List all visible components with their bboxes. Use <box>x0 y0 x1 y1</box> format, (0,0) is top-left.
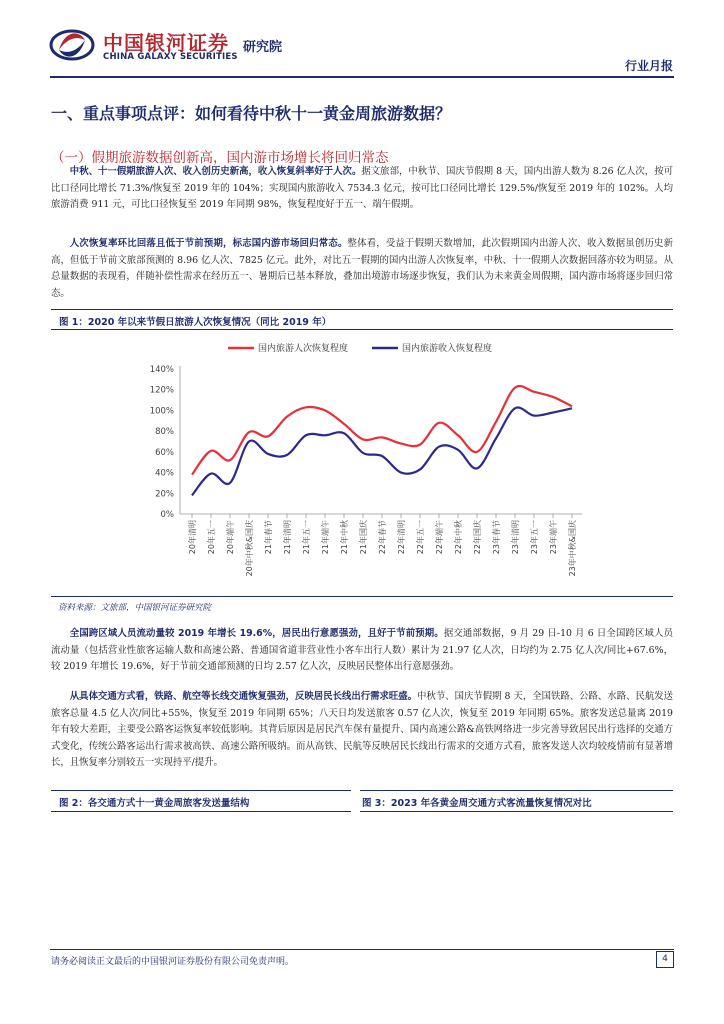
x-tick-label: 22年春节 <box>378 520 387 555</box>
x-tick-label: 20年五一 <box>207 520 216 555</box>
figure-1-title-rule <box>51 329 673 330</box>
figure-1-top-rule <box>51 309 673 310</box>
subsection-heading: （一）假期旅游数据创新高，国内游市场增长将回归常态 <box>51 150 389 166</box>
series-line-revenue <box>192 408 572 496</box>
paragraph-2 <box>51 236 673 302</box>
paragraph-2-lead: 人次恢复率环比回落且低于节前预期，标志国内游市场回归常态。 <box>69 238 348 249</box>
paragraph-1 <box>51 164 673 214</box>
x-tick-label: 22年清明 <box>397 520 406 555</box>
y-tick-label: 20% <box>155 489 174 500</box>
figure-2-title-rule <box>51 811 351 812</box>
x-tick-label: 20年中秋&国庆 <box>245 520 254 577</box>
x-tick-label: 22年中秋 <box>454 520 463 555</box>
figure-3-title-rule <box>360 811 673 812</box>
brand-name-cn: 中国银河证券 <box>103 31 229 55</box>
figure-3-top-rule <box>360 790 673 791</box>
x-tick-label: 23年中秋&国庆 <box>568 520 577 577</box>
y-tick-label: 80% <box>155 427 174 438</box>
paragraph-2-text: 整体看，受益于假期天数增加，此次假期国内出游人次、收入数据虽创历史新高，但低于节前文旅部预测的 8.96 亿人次、7825 亿元。此外，对比五一假期的国内出游人次恢复率，中秋、十一假期人次数据回落亦较为明显。从总量数据的表现看，伴随补偿性需求在经历五一、暑期后已基本释放，叠加出境游市场逐步恢复，我们认为未来黄金周假期，国内游市场将逐步回归常态。 <box>51 238 673 299</box>
x-tick-label: 22年端午 <box>435 520 444 555</box>
section-heading: 一、重点事项点评：如何看待中秋十一黄金周旅游数据？ <box>51 104 452 123</box>
x-tick-label: 22年国庆 <box>473 520 482 555</box>
figure-2-top-rule <box>51 790 351 791</box>
y-tick-label: 40% <box>155 468 174 479</box>
y-tick-label: 140% <box>149 365 174 375</box>
x-tick-label: 21年国庆 <box>359 520 368 555</box>
legend-label-revenue: 国内旅游收入恢复程度 <box>402 344 493 354</box>
paragraph-4 <box>51 689 673 772</box>
x-tick-label: 22年五一 <box>416 520 425 555</box>
paragraph-3-lead: 全国跨区域人员流动量较 2019 年增长 19.6%，居民出行意愿强劲，且好于节前预期。 <box>69 628 444 639</box>
x-tick-label: 21年五一 <box>302 520 311 555</box>
x-tick-label: 21年中秋 <box>340 520 349 555</box>
page-number: 4 <box>656 951 674 968</box>
brand-name-en: CHINA GALAXY SECURITIES <box>103 52 238 62</box>
header-divider <box>50 76 674 78</box>
y-tick-label: 100% <box>149 406 174 417</box>
x-tick-label: 23年端午 <box>549 520 558 555</box>
series-line-visitors <box>192 386 572 475</box>
x-tick-label: 21年清明 <box>283 520 292 555</box>
x-tick-label: 23年五一 <box>530 520 539 555</box>
x-tick-label: 23年春节 <box>492 520 501 555</box>
y-tick-label: 120% <box>149 385 174 396</box>
x-tick-label: 21年春节 <box>264 520 273 555</box>
x-tick-label: 20年清明 <box>188 520 197 555</box>
paragraph-4-lead: 从具体交通方式看，铁路、航空等长线交通恢复强劲，反映居民长线出行需求旺盛。 <box>69 691 418 702</box>
y-tick-label: 60% <box>155 447 174 458</box>
figure-1-title: 图 1：2020 年以来节假日旅游人次恢复情况（同比 2019 年） <box>59 317 332 328</box>
legend-label-visitors: 国内旅游人次恢复程度 <box>258 344 349 354</box>
figure-3-title: 图 3：2023 年各黄金周交通方式客流量恢复情况对比 <box>362 798 592 809</box>
paragraph-3 <box>51 626 673 676</box>
galaxy-logo-icon <box>49 28 95 62</box>
x-tick-label: 23年清明 <box>511 520 520 555</box>
paragraph-4-text: 中秋节、国庆节假期 8 天，全国铁路、公路、水路、民航发送旅客总量 4.5 亿人次/同比+55%，恢复至 2019 年同期 65%；八天日均发送旅客 0.57 亿人次，恢复至 2019 年同期 65%。旅客发送总量离 2019 年有较大差距，主要受公路客运恢复率较低影响。其背后原因是居民汽车保有量提升、国内高速公路&高铁网络进一步完善导致居民出行选择的交通方式变化，传统公路客运出行需求被高铁、高速公路所吸纳。而从高铁、民航等反映居民长线出行需求的交通方式看，旅客发送人次均较疫情前有显著增长，且恢复率分别较五一实现持平/提升。 <box>51 691 673 769</box>
figure-1-source: 资料来源：文旅部，中国银河证券研究院 <box>58 603 212 613</box>
figure-2-title: 图 2：各交通方式十一黄金周旅客发送量结构 <box>59 798 250 809</box>
figure-1-bottom-rule <box>51 596 673 597</box>
brand-subtitle: 研究院 <box>243 40 283 55</box>
footer-divider <box>50 949 674 950</box>
report-type: 行业月报 <box>624 59 673 73</box>
paragraph-3-text: 据交通部数据，9 月 29 日-10 月 6 日全国跨区域人员流动量（包括营业性旅客运输人数和高速公路、普通国省道非营业性小客车出行人数）累计为 21.97 亿人次，日均约为 2.75 亿人次/同比+67.6%，较 2019 年增长 19.6%，好于节前交通部预测的日均 2.57 亿人次，反映居民整体出行意愿强劲。 <box>51 628 673 673</box>
footer-disclaimer: 请务必阅读正文最后的中国银河证券股份有限公司免责声明。 <box>51 957 295 967</box>
figure-1-chart <box>140 336 600 594</box>
x-tick-label: 20年端午 <box>226 520 235 555</box>
x-tick-label: 21年端午 <box>321 520 330 555</box>
paragraph-1-lead: 中秋、十一假期旅游人次、收入创历史新高，收入恢复斜率好于人次。 <box>69 166 362 177</box>
y-tick-label: 0% <box>160 510 174 520</box>
paragraph-1-text: 据文旅部，中秋节、国庆节假期 8 天，国内出游人数为 8.26 亿人次，按可比口径同比增长 71.3%/恢复至 2019 年的 104%；实现国内旅游收入 7534.3 亿元，按可比口径同比增长 129.5%/恢复至 2019 年的 102%。人均旅游消费 911 元，可比口径恢复至 2019 年同期 98%，恢复程度好于五一、端午假期。 <box>51 166 673 211</box>
